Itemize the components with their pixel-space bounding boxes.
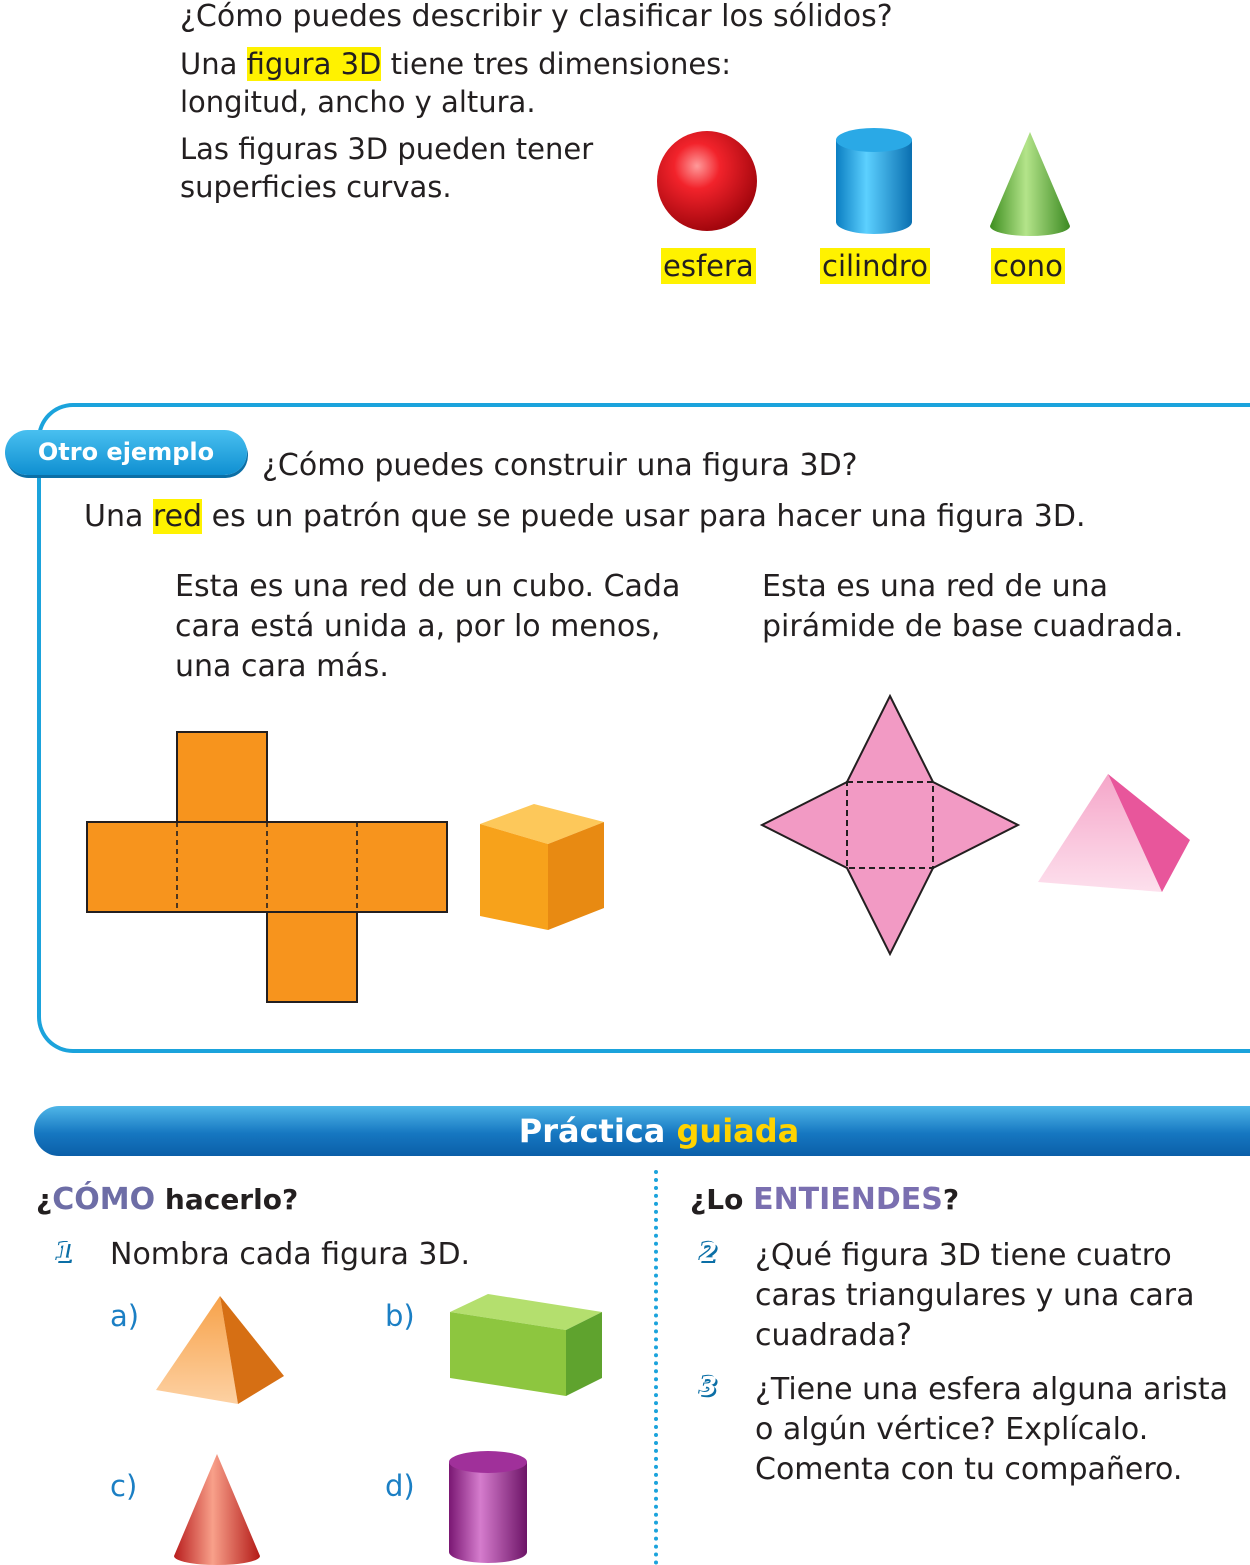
option-c-label: c) (110, 1469, 138, 1503)
heading-part: ¿Lo (690, 1183, 754, 1216)
definition-paragraph (180, 45, 780, 121)
question-number-1: 1 (54, 1238, 74, 1268)
option-d-label: d) (385, 1469, 415, 1503)
sphere-label: esfera (663, 249, 754, 283)
highlighted-term: red (152, 499, 203, 534)
heading-emphasis: ENTIENDES (753, 1182, 943, 1217)
cube-illustration (478, 802, 608, 932)
column-divider (654, 1170, 658, 1565)
heading-part: ¿ (36, 1183, 53, 1216)
cone-label: cono (993, 249, 1063, 283)
question-2-text: ¿Qué figura 3D tiene cuatro caras triangulares y una cara cuadrada? (755, 1238, 1195, 1353)
heading-part: hacerlo? (155, 1183, 299, 1216)
pyramid-illustration (1034, 770, 1194, 898)
section-heading: ¿Cómo puedes describir y clasificar los sólidos? (180, 0, 893, 34)
curved-surfaces-paragraph: Las figuras 3D pueden tener superficies curvas. (180, 132, 594, 204)
lo-entiendes-heading (690, 1181, 959, 1219)
cylinder-illustration (833, 126, 915, 238)
heading-emphasis: CÓMO (52, 1182, 156, 1217)
cube-net-diagram (85, 730, 451, 1004)
otro-ejemplo-badge: Otro ejemplo (5, 430, 247, 475)
text-span: Una (180, 47, 247, 81)
cone-figure-c (170, 1452, 264, 1565)
pyramid-net-description: Esta es una red de una pirámide de base cuadrada. (762, 569, 1184, 644)
como-hacerlo-heading (36, 1181, 298, 1219)
title-word-highlight: guiada (676, 1112, 800, 1150)
question-3-text: ¿Tiene una esfera alguna arista o algún vértice? Explícalo. Comenta con tu compañero. (755, 1372, 1228, 1487)
question-1-text: Nombra cada figura 3D. (110, 1237, 471, 1272)
option-b-label: b) (385, 1299, 415, 1333)
question-number-3: 3 (698, 1372, 718, 1402)
text-span: tiene tres dimensiones: longitud, ancho y altura. (180, 47, 732, 119)
option-a-label: a) (110, 1299, 140, 1333)
cone-illustration (986, 130, 1074, 238)
prism-figure-b (448, 1292, 604, 1398)
title-word: Práctica (518, 1112, 666, 1150)
cylinder-label: cilindro (822, 249, 928, 283)
cube-net-description: Esta es una red de un cubo. Cada cara está unida a, por lo menos, una cara más. (175, 569, 681, 684)
cylinder-figure-d (446, 1448, 530, 1565)
net-definition (84, 497, 1085, 537)
heading-part: ? (942, 1183, 960, 1216)
example-heading: ¿Cómo puedes construir una figura 3D? (262, 448, 858, 483)
pyramid-figure-a (152, 1292, 288, 1408)
pyramid-net-diagram (758, 694, 1022, 956)
practica-guiada-title (0, 1106, 1250, 1156)
highlighted-term: figura 3D (246, 47, 382, 81)
text-span: Una (84, 499, 153, 534)
sphere-illustration (654, 128, 760, 234)
text-span: es un patrón que se puede usar para hacer una figura 3D. (202, 499, 1086, 534)
question-number-2: 2 (698, 1238, 718, 1268)
